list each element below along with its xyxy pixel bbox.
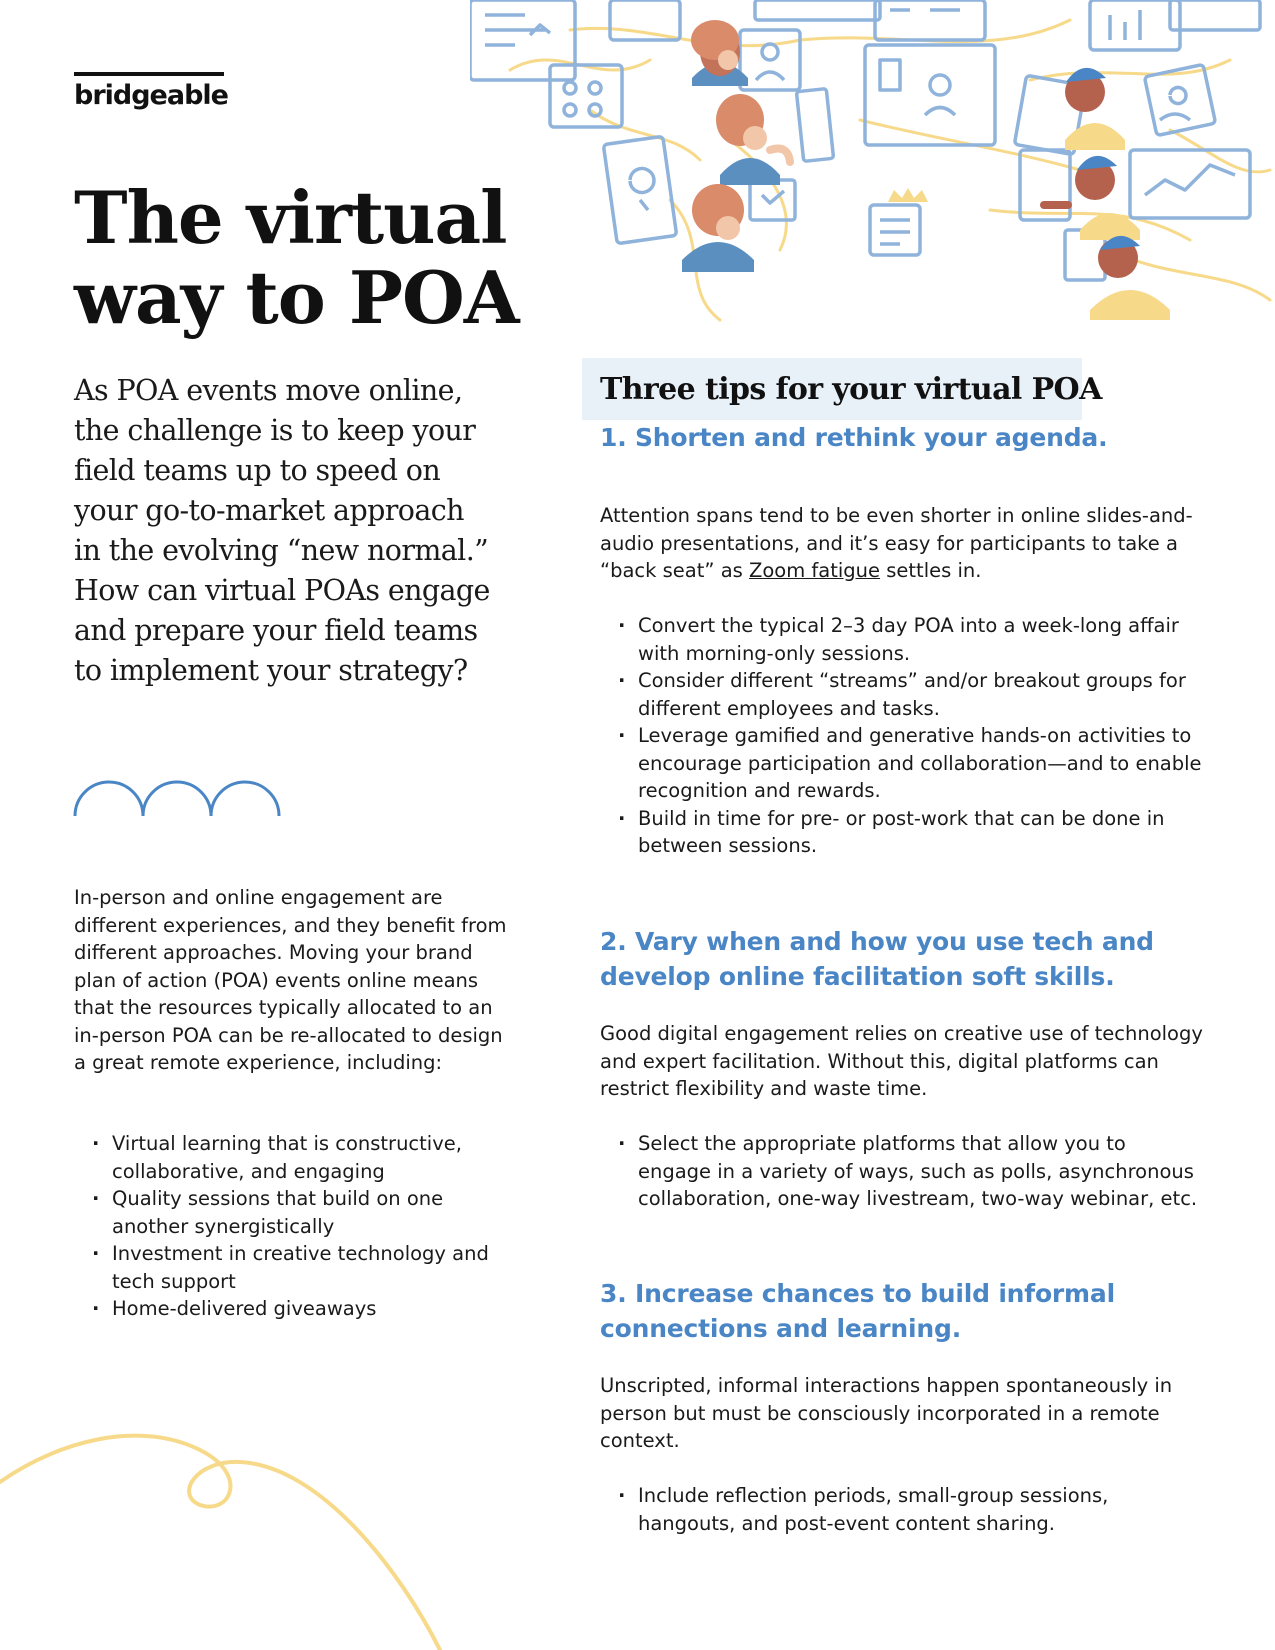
tip3-body: Unscripted, informal interactions happen spontaneously in person but must be consciously incorporated in a remote context. (600, 1374, 1173, 1452)
logo (74, 72, 226, 109)
tip2-title: 2. Vary when and how you use tech and develop online facilitation soft skills. (600, 927, 1154, 991)
tip1-body-start: Attention spans tend to be even shorter in online slides-and-audio presentations, and it’s easy for participants to take a “back seat” as (600, 504, 1193, 582)
bottom-swirl-decoration (0, 1420, 460, 1650)
list-item: · Investment in creative technology and tech support (74, 1240, 514, 1295)
left-body-paragraph: In-person and online engagement are different experiences, and they benefit from different approaches. Moving your brand plan of action (POA) events online means that the resources typically allocated to an in-person POA can be re-allocated to design a great remote experience, including: (74, 886, 507, 1074)
list-item: · Home-delivered giveaways (74, 1295, 514, 1323)
tip3-title: 3. Increase chances to build informal connections and learning. (600, 1279, 1115, 1343)
tip1-title: 1. Shorten and rethink your agenda. (600, 423, 1108, 452)
left-bullet-list (74, 1130, 514, 1323)
page-title-line2: way to POA (74, 255, 519, 340)
list-item: · Leverage gamified and generative hands-on activities to encourage participation and collaboration—and to enable recognition and rewards. (600, 722, 1205, 805)
list-item: · Virtual learning that is constructive, collaborative, and engaging (74, 1130, 514, 1185)
zoom-fatigue-link[interactable]: Zoom fatigue (749, 559, 881, 582)
logo-text: bridgeable (74, 80, 228, 111)
arches-decoration (73, 778, 283, 818)
tips-heading: Three tips for your virtual POA (600, 372, 1102, 407)
list-item: · Select the appropriate platforms that allow you to engage in a variety of ways, such as polls, asynchronous collaboration, one-way livestream, two-way webinar, etc. (600, 1130, 1205, 1213)
list-item: · Build in time for pre- or post-work that can be done in between sessions. (600, 805, 1205, 860)
list-item: · Consider different “streams” and/or breakout groups for different employees and tasks. (600, 667, 1205, 722)
header-illustration (470, 0, 1275, 335)
list-item: · Convert the typical 2–3 day POA into a week-long affair with morning-only sessions. (600, 612, 1205, 667)
tip2-bullet-list (600, 1130, 1205, 1213)
page-title-line1: The virtual (74, 175, 507, 260)
tip2-body: Good digital engagement relies on creative use of technology and expert facilitation. Without this, digital platforms can restrict flexibility and waste time. (600, 1022, 1203, 1100)
list-item: · Include reflection periods, small-group sessions, hangouts, and post-event content sharing. (600, 1482, 1205, 1537)
tip1-bullet-list (600, 612, 1205, 860)
list-item: · Quality sessions that build on one another synergistically (74, 1185, 514, 1240)
tip3-bullet-list (600, 1482, 1205, 1537)
logo-rule (74, 72, 224, 76)
tip1-body (600, 502, 1210, 585)
page-title (74, 175, 554, 340)
tip1-body-end: settles in. (880, 559, 982, 582)
intro-paragraph: As POA events move online, the challenge is to keep your field teams up to speed on your go-to-market approach in the evolving “new normal.” How can virtual POAs engage and prepare your field teams to implement your strategy? (74, 374, 490, 687)
